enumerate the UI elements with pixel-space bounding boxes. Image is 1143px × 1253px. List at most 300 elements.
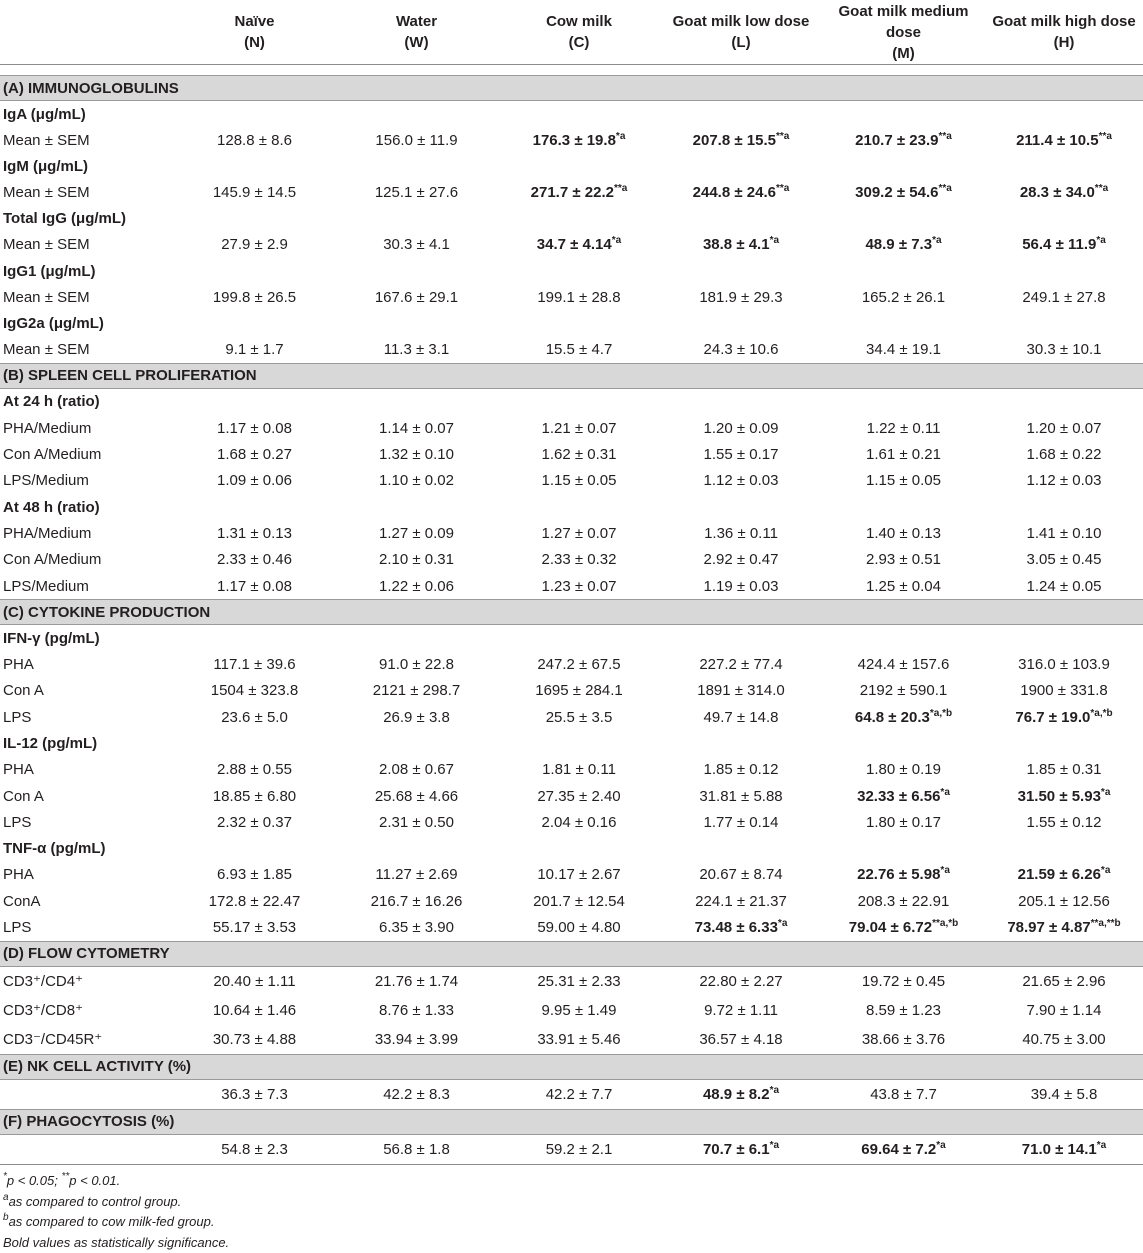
table-row xyxy=(0,651,1143,677)
subsection-title: At 24 h (ratio) xyxy=(3,393,100,411)
cell-value: 1.21 ± 0.07 xyxy=(541,419,617,437)
table-row xyxy=(0,573,1143,600)
cell-value: 3.05 ± 0.45 xyxy=(1026,551,1102,569)
column-header-code: (M) xyxy=(892,44,915,62)
cell-value: 70.7 ± 6.1 xyxy=(702,1140,770,1158)
table-cell-n xyxy=(174,914,335,941)
table-row xyxy=(0,914,1143,941)
significance-marker: **a xyxy=(1098,130,1112,142)
cell-value: 21.59 ± 6.26 xyxy=(1017,866,1101,884)
cell-value: 78.97 ± 4.87 xyxy=(1007,919,1091,937)
column-header-w xyxy=(335,0,498,65)
cell-value: 8.76 ± 1.33 xyxy=(379,1001,454,1019)
table-cell-l xyxy=(660,783,822,809)
section-title: (F) PHAGOCYTOSIS (%) xyxy=(0,1109,1143,1134)
cell-value: 1.22 ± 0.11 xyxy=(866,419,941,437)
table-cell-m xyxy=(822,547,985,573)
cell-value: 9.1 ± 1.7 xyxy=(225,341,284,359)
cell-value: 43.8 ± 7.7 xyxy=(870,1085,937,1103)
table-cell-n xyxy=(174,232,335,258)
table-cell-h xyxy=(985,966,1143,996)
table-cell-m xyxy=(822,573,985,600)
table-cell-w xyxy=(335,783,498,809)
cell-value: 6.93 ± 1.85 xyxy=(217,866,292,884)
table-cell-h xyxy=(985,520,1143,546)
cell-value: 1900 ± 331.8 xyxy=(1020,682,1108,700)
table-row xyxy=(0,678,1143,704)
cell-value: 22.76 ± 5.98 xyxy=(857,866,941,884)
table-cell-w xyxy=(335,678,498,704)
significance-marker: *a,*b xyxy=(1090,707,1113,719)
row-label: LPS/Medium xyxy=(3,472,89,490)
cell-value: 1.19 ± 0.03 xyxy=(703,577,779,595)
table-cell-n xyxy=(174,520,335,546)
table-cell-n xyxy=(174,651,335,677)
subsection-header xyxy=(0,206,1143,232)
cell-value: 2.32 ± 0.37 xyxy=(217,813,292,831)
cell-value: 210.7 ± 23.9 xyxy=(855,131,939,149)
column-header-name: Water xyxy=(395,13,438,30)
table-cell-c xyxy=(498,337,660,364)
column-header-name: Cow milk xyxy=(546,13,612,30)
table-cell-m xyxy=(822,704,985,730)
table-cell-m xyxy=(822,337,985,364)
table-cell-l xyxy=(660,704,822,730)
cell-value: 1.12 ± 0.03 xyxy=(1026,472,1102,490)
cell-value: 2.33 ± 0.46 xyxy=(217,551,292,569)
table-cell-l xyxy=(660,914,822,941)
table-cell-h xyxy=(985,888,1143,914)
table-cell-l xyxy=(660,441,822,467)
cell-value: 1.55 ± 0.12 xyxy=(1026,813,1102,831)
cell-value: 224.1 ± 21.37 xyxy=(695,892,787,910)
row-label: Mean ± SEM xyxy=(3,184,90,202)
row-label: Con A xyxy=(3,787,44,805)
table-cell-l xyxy=(660,547,822,573)
cell-value: 1.09 ± 0.06 xyxy=(217,472,292,490)
table-cell-l xyxy=(660,520,822,546)
cell-value: 1.14 ± 0.07 xyxy=(379,419,454,437)
table-cell-l xyxy=(660,756,822,782)
cell-value: 42.2 ± 8.3 xyxy=(383,1085,450,1103)
cell-value: 1.55 ± 0.17 xyxy=(703,446,779,464)
subsection-header xyxy=(0,258,1143,284)
row-label: CD3⁺/CD4⁺ xyxy=(3,973,84,991)
table-cell-m xyxy=(822,468,985,494)
table-cell-h xyxy=(985,441,1143,467)
table-cell-n xyxy=(174,573,335,600)
table-cell-m xyxy=(822,678,985,704)
cell-value: 9.95 ± 1.49 xyxy=(541,1001,617,1019)
footnote-text: as compared to cow milk-fed group. xyxy=(8,1214,215,1229)
cell-value: 1.17 ± 0.08 xyxy=(217,577,292,595)
table-cell-h xyxy=(985,573,1143,600)
cell-value: 1.68 ± 0.27 xyxy=(217,446,292,464)
footnote-marker: ** xyxy=(61,1171,70,1182)
cell-value: 1504 ± 323.8 xyxy=(210,682,299,700)
table-cell-w xyxy=(335,966,498,996)
table-cell-n xyxy=(174,678,335,704)
cell-value: 26.9 ± 3.8 xyxy=(383,708,450,726)
table-cell-h xyxy=(985,809,1143,835)
cell-value: 145.9 ± 14.5 xyxy=(212,184,297,202)
cell-value: 33.91 ± 5.46 xyxy=(537,1030,621,1048)
cell-value: 1.20 ± 0.07 xyxy=(1026,419,1102,437)
table-cell-m xyxy=(822,415,985,441)
cell-value: 36.3 ± 7.3 xyxy=(221,1085,288,1103)
table-cell-m xyxy=(822,232,985,258)
table-footnotes xyxy=(3,1171,229,1253)
table-cell-n xyxy=(174,1134,335,1164)
table-cell-w xyxy=(335,547,498,573)
section-header xyxy=(0,1109,1143,1134)
row-label: Con A xyxy=(3,682,44,700)
cell-value: 424.4 ± 157.6 xyxy=(857,655,950,673)
table-cell-w xyxy=(335,468,498,494)
table-cell-w xyxy=(335,756,498,782)
cell-value: 55.17 ± 3.53 xyxy=(212,919,297,937)
cell-value: 1.15 ± 0.05 xyxy=(541,472,617,490)
cell-value: 1.27 ± 0.09 xyxy=(379,524,454,542)
row-label: PHA xyxy=(3,761,34,779)
table-cell-n xyxy=(174,756,335,782)
footnote-line xyxy=(3,1233,229,1253)
table-cell-w xyxy=(335,441,498,467)
subsection-header xyxy=(0,625,1143,652)
significance-marker: *a xyxy=(615,130,626,142)
cell-value: 309.2 ± 54.6 xyxy=(855,184,939,202)
cell-value: 1.20 ± 0.09 xyxy=(703,419,779,437)
table-cell-w xyxy=(335,415,498,441)
table-cell-c xyxy=(498,573,660,600)
table-cell-w xyxy=(335,1079,498,1109)
table-cell-c xyxy=(498,678,660,704)
table-cell-h xyxy=(985,415,1143,441)
cell-value: 25.31 ± 2.33 xyxy=(537,972,621,990)
subsection-title: At 48 h (ratio) xyxy=(3,498,100,516)
table-cell-h xyxy=(985,179,1143,205)
cell-value: 2.88 ± 0.55 xyxy=(217,761,292,779)
table-cell-c xyxy=(498,888,660,914)
section-title: (B) SPLEEN CELL PROLIFERATION xyxy=(0,363,1143,388)
cell-value: 1.81 ± 0.11 xyxy=(542,761,616,779)
cell-value: 79.04 ± 6.72 xyxy=(848,919,933,937)
table-cell-c xyxy=(498,468,660,494)
significance-marker: *a,*b xyxy=(929,707,953,719)
table-row xyxy=(0,756,1143,782)
cell-value: 247.2 ± 67.5 xyxy=(537,655,621,673)
cell-value: 36.57 ± 4.18 xyxy=(699,1030,783,1048)
table-cell-w xyxy=(335,232,498,258)
cell-value: 1.17 ± 0.08 xyxy=(217,419,292,437)
cell-value: 34.4 ± 19.1 xyxy=(866,341,941,359)
table-row xyxy=(0,547,1143,573)
cell-value: 48.9 ± 8.2 xyxy=(702,1085,770,1103)
table-row xyxy=(0,337,1143,364)
section-title: (D) FLOW CYTOMETRY xyxy=(0,941,1143,966)
row-label: CD3⁻/CD45R⁺ xyxy=(3,1031,103,1049)
cell-value: 71.0 ± 14.1 xyxy=(1021,1140,1097,1158)
table-cell-n xyxy=(174,415,335,441)
column-header-code: (C) xyxy=(568,34,590,51)
cell-value: 156.0 ± 11.9 xyxy=(375,131,458,149)
cell-value: 165.2 ± 26.1 xyxy=(861,288,946,306)
cell-value: 32.33 ± 6.56 xyxy=(857,787,941,805)
cell-value: 28.3 ± 34.0 xyxy=(1019,184,1095,202)
table-row xyxy=(0,996,1143,1025)
table-cell-w xyxy=(335,862,498,888)
table-cell-w xyxy=(335,996,498,1025)
cell-value: 201.7 ± 12.54 xyxy=(533,892,625,910)
table-cell-m xyxy=(822,996,985,1025)
column-header-c xyxy=(498,0,660,65)
table-cell-c xyxy=(498,914,660,941)
cell-value: 1.41 ± 0.10 xyxy=(1026,524,1102,542)
table-cell-l xyxy=(660,337,822,364)
cell-value: 207.8 ± 15.5 xyxy=(692,131,776,149)
cell-value: 1.22 ± 0.06 xyxy=(379,577,454,595)
table-cell-c xyxy=(498,1134,660,1164)
row-label: PHA xyxy=(3,655,34,673)
table-cell-n xyxy=(174,783,335,809)
table-cell-c xyxy=(498,651,660,677)
table-cell-c xyxy=(498,127,660,153)
cell-value: 27.9 ± 2.9 xyxy=(221,236,288,254)
row-label: Con A/Medium xyxy=(3,446,102,464)
table-cell-h xyxy=(985,468,1143,494)
table-cell-c xyxy=(498,966,660,996)
header-row xyxy=(0,0,1143,65)
table-cell-n xyxy=(174,127,335,153)
table-cell-l xyxy=(660,1134,822,1164)
cell-value: 30.3 ± 4.1 xyxy=(383,236,450,254)
table-cell-m xyxy=(822,651,985,677)
subsection-header xyxy=(0,836,1143,862)
table-cell-n xyxy=(174,1025,335,1055)
cell-value: 2.31 ± 0.50 xyxy=(379,813,454,831)
significance-marker: *a xyxy=(1096,1139,1107,1151)
footnote-line xyxy=(3,1171,229,1192)
table-cell-l xyxy=(660,179,822,205)
cell-value: 1.85 ± 0.31 xyxy=(1026,761,1102,779)
footnote-line xyxy=(3,1212,229,1233)
table-row xyxy=(0,862,1143,888)
table-cell-c xyxy=(498,756,660,782)
cell-value: 2.92 ± 0.47 xyxy=(703,551,779,569)
column-header-name: Goat milk medium dose xyxy=(838,2,969,41)
subsection-title: TNF-α (pg/mL) xyxy=(3,840,106,858)
column-header-name: Goat milk low dose xyxy=(672,13,810,30)
cell-value: 7.90 ± 1.14 xyxy=(1026,1001,1102,1019)
row-label: LPS xyxy=(3,919,32,937)
cell-value: 54.8 ± 2.3 xyxy=(221,1140,288,1158)
cell-value: 11.27 ± 2.69 xyxy=(375,866,458,884)
significance-marker: *a xyxy=(1100,786,1111,798)
row-label: LPS xyxy=(3,708,32,726)
table-cell-c xyxy=(498,862,660,888)
table-cell-h xyxy=(985,284,1143,310)
table-cell-m xyxy=(822,783,985,809)
cell-value: 23.6 ± 5.0 xyxy=(221,708,288,726)
row-label: Mean ± SEM xyxy=(3,288,90,306)
section-header xyxy=(0,941,1143,966)
significance-marker: *a xyxy=(777,918,788,930)
cell-value: 22.80 ± 2.27 xyxy=(699,972,783,990)
table-cell-h xyxy=(985,1134,1143,1164)
cell-value: 9.72 ± 1.11 xyxy=(704,1001,778,1019)
cell-value: 1.31 ± 0.13 xyxy=(217,524,292,542)
cell-value: 125.1 ± 27.6 xyxy=(374,184,459,202)
table-cell-w xyxy=(335,888,498,914)
table-cell-l xyxy=(660,678,822,704)
cell-value: 91.0 ± 22.8 xyxy=(379,655,454,673)
cell-value: 40.75 ± 3.00 xyxy=(1022,1030,1106,1048)
column-header-name: Naïve xyxy=(234,13,275,30)
table-cell-c xyxy=(498,547,660,573)
cell-value: 1.85 ± 0.12 xyxy=(703,761,779,779)
significance-marker: **a,*b xyxy=(932,918,959,930)
table-cell-n xyxy=(174,996,335,1025)
cell-value: 1.12 ± 0.03 xyxy=(703,472,779,490)
column-header-code: (H) xyxy=(1053,34,1075,51)
cell-value: 208.3 ± 22.91 xyxy=(857,892,950,910)
table-body xyxy=(0,65,1143,1165)
cell-value: 316.0 ± 103.9 xyxy=(1018,655,1110,673)
subsection-header xyxy=(0,388,1143,415)
table-cell-h xyxy=(985,651,1143,677)
cell-value: 21.65 ± 2.96 xyxy=(1022,972,1106,990)
cell-value: 10.17 ± 2.67 xyxy=(537,866,621,884)
column-header-l xyxy=(660,0,822,65)
cell-value: 20.40 ± 1.11 xyxy=(213,972,296,990)
subsection-header xyxy=(0,494,1143,520)
cell-value: 73.48 ± 6.33 xyxy=(694,919,778,937)
table-cell-n xyxy=(174,337,335,364)
significance-marker: *a xyxy=(769,235,780,247)
table-cell-h xyxy=(985,547,1143,573)
cell-value: 25.5 ± 3.5 xyxy=(545,708,613,726)
cell-value: 2192 ± 590.1 xyxy=(859,682,948,700)
table-cell-n xyxy=(174,888,335,914)
table-cell-c xyxy=(498,179,660,205)
cell-value: 1.77 ± 0.14 xyxy=(703,813,779,831)
table-cell-c xyxy=(498,1025,660,1055)
table-cell-w xyxy=(335,914,498,941)
cell-value: 38.8 ± 4.1 xyxy=(702,236,770,254)
table-cell-w xyxy=(335,1025,498,1055)
table-row xyxy=(0,783,1143,809)
table-cell-h xyxy=(985,127,1143,153)
subsection-header xyxy=(0,153,1143,179)
table-cell-w xyxy=(335,127,498,153)
cell-value: 56.8 ± 1.8 xyxy=(383,1140,450,1158)
table-cell-l xyxy=(660,1025,822,1055)
cell-value: 2121 ± 298.7 xyxy=(372,682,461,700)
cell-value: 21.76 ± 1.74 xyxy=(374,972,459,990)
footnote-text: as compared to control group. xyxy=(8,1193,182,1209)
table-cell-c xyxy=(498,520,660,546)
footnote-marker: a xyxy=(3,1191,9,1203)
table-cell-w xyxy=(335,1134,498,1164)
table-cell-w xyxy=(335,179,498,205)
significance-marker: **a xyxy=(938,130,952,142)
table-cell-m xyxy=(822,284,985,310)
table-cell-m xyxy=(822,1134,985,1164)
table-cell-c xyxy=(498,809,660,835)
section-title: (C) CYTOKINE PRODUCTION xyxy=(0,600,1143,625)
footnote-marker: * xyxy=(3,1171,7,1182)
table-row xyxy=(0,415,1143,441)
table-cell-w xyxy=(335,809,498,835)
table-cell-c xyxy=(498,232,660,258)
table-cell-m xyxy=(822,888,985,914)
table-cell-l xyxy=(660,415,822,441)
table-cell-h xyxy=(985,1025,1143,1055)
table-cell-w xyxy=(335,651,498,677)
table-cell-l xyxy=(660,996,822,1025)
cell-value: 18.85 ± 6.80 xyxy=(212,787,297,805)
cell-value: 11.3 ± 3.1 xyxy=(383,341,450,359)
significance-marker: **a xyxy=(775,183,790,195)
cell-value: 1.32 ± 0.10 xyxy=(379,446,454,464)
cell-value: 244.8 ± 24.6 xyxy=(692,184,776,202)
table-cell-c xyxy=(498,415,660,441)
table-cell-c xyxy=(498,704,660,730)
table-cell-l xyxy=(660,232,822,258)
subsection-title: IgA (μg/mL) xyxy=(3,105,86,123)
subsection-header xyxy=(0,730,1143,756)
cell-value: 172.8 ± 22.47 xyxy=(208,892,301,910)
cell-value: 1.27 ± 0.07 xyxy=(541,524,617,542)
significance-marker: **a xyxy=(775,130,790,142)
cell-value: 20.67 ± 8.74 xyxy=(699,866,783,884)
table-cell-l xyxy=(660,966,822,996)
cell-value: 64.8 ± 20.3 xyxy=(854,708,930,726)
cell-value: 1.68 ± 0.22 xyxy=(1026,446,1102,464)
footnote-text: p < 0.01. xyxy=(69,1173,121,1188)
cell-value: 1.36 ± 0.11 xyxy=(704,524,778,542)
significance-marker: *a xyxy=(936,1139,946,1151)
table-cell-m xyxy=(822,1025,985,1055)
row-label: CD3⁺/CD8⁺ xyxy=(3,1002,84,1020)
table-cell-n xyxy=(174,441,335,467)
cell-value: 42.2 ± 7.7 xyxy=(545,1085,613,1103)
column-header-code: (W) xyxy=(404,34,429,51)
cell-value: 1.40 ± 0.13 xyxy=(866,524,941,542)
table-cell-h xyxy=(985,862,1143,888)
table-cell-m xyxy=(822,520,985,546)
table-cell-m xyxy=(822,809,985,835)
section-header xyxy=(0,76,1143,101)
row-label: Mean ± SEM xyxy=(3,341,90,359)
table-cell-w xyxy=(335,337,498,364)
cell-value: 31.81 ± 5.88 xyxy=(699,787,783,805)
cell-value: 10.64 ± 1.46 xyxy=(212,1001,297,1019)
cell-value: 199.1 ± 28.8 xyxy=(537,288,621,306)
cell-value: 117.1 ± 39.6 xyxy=(213,655,296,673)
table-cell-w xyxy=(335,704,498,730)
table-cell-n xyxy=(174,468,335,494)
table-cell-c xyxy=(498,441,660,467)
row-label: PHA/Medium xyxy=(3,419,92,437)
cell-value: 56.4 ± 11.9 xyxy=(1022,236,1097,254)
row-label: Mean ± SEM xyxy=(3,236,90,254)
cell-value: 15.5 ± 4.7 xyxy=(545,341,613,359)
table-cell-n xyxy=(174,966,335,996)
column-header-h xyxy=(985,0,1143,65)
cell-value: 181.9 ± 29.3 xyxy=(699,288,783,306)
table-header xyxy=(0,0,1143,65)
